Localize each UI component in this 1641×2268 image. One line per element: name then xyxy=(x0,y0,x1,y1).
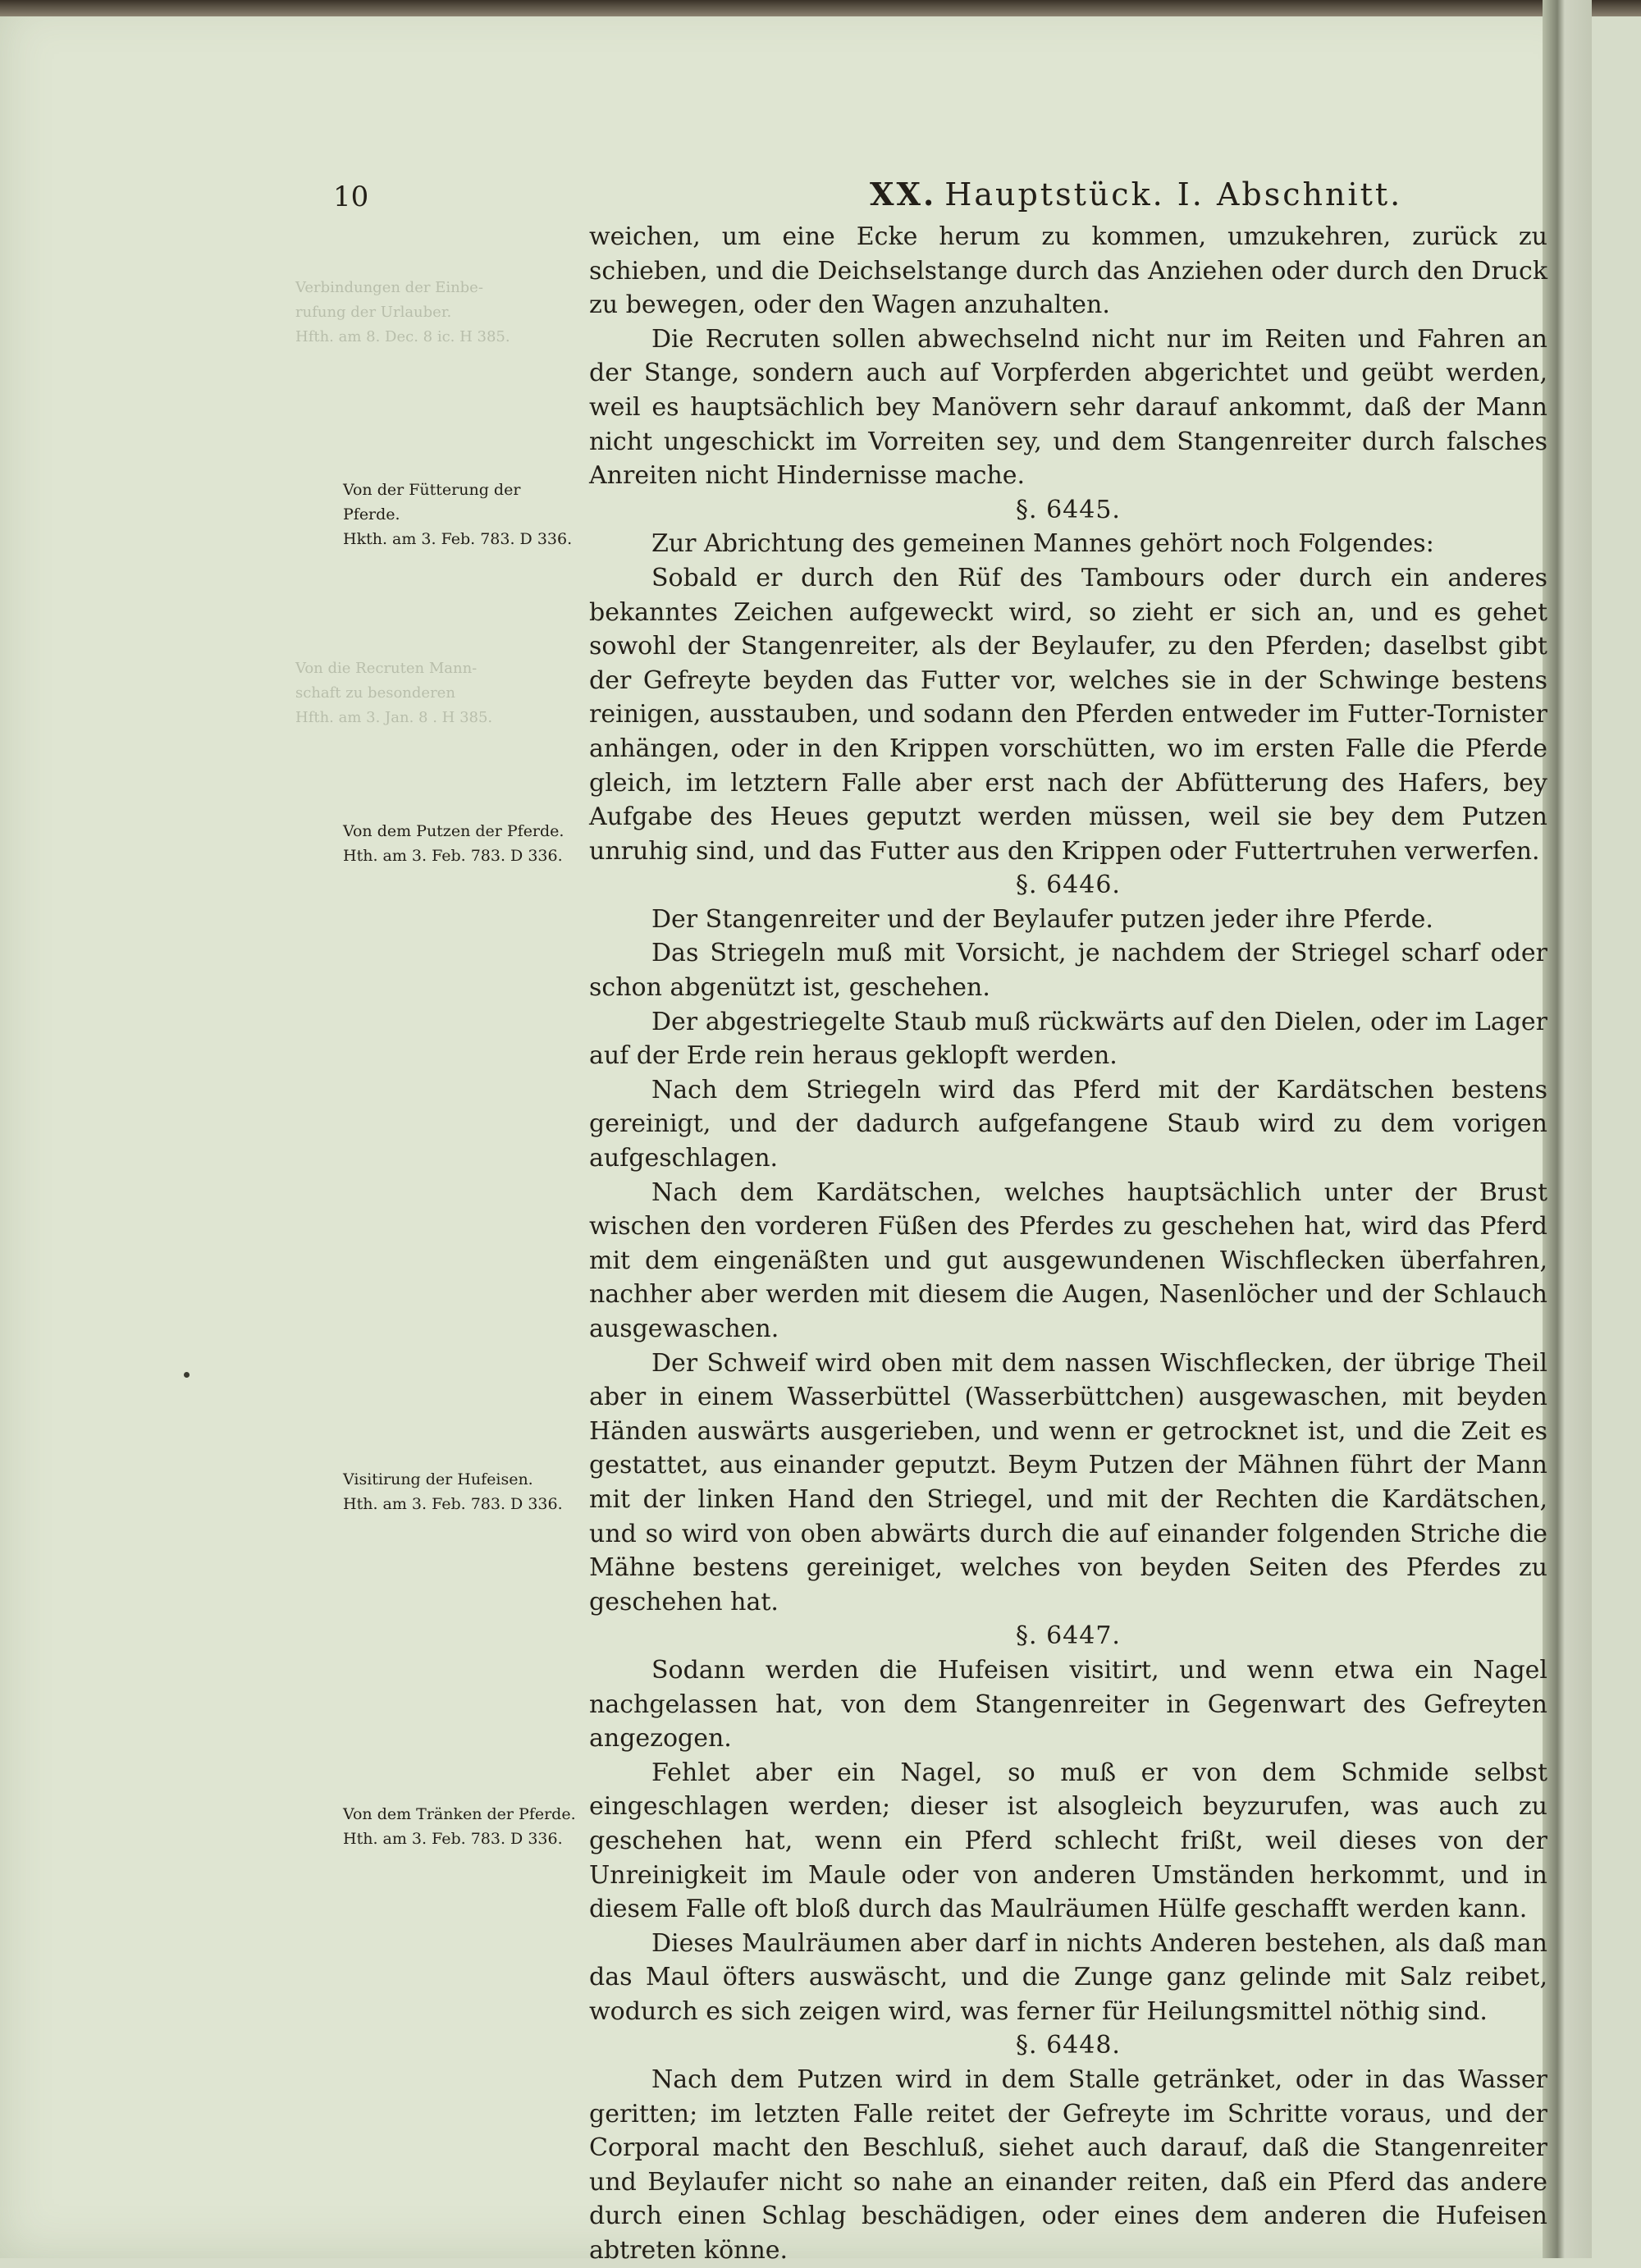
margin-note-fuetterung: Von der Fütterung der Pferde. Hkth. am 3. Feb. 783. D 336. xyxy=(343,481,573,548)
paragraph: Nach dem Kardätschen, welches hauptsächlich unter der Brust wischen den vorderen Füßen des Pferdes zu geschehen hat, wird das Pferd mit dem eingenäßten und gut ausgewundenen Wischflecken überfahren, nachher aber werden mit diesem die Augen, Nasenlöcher und der Schlauch ausgewaschen. xyxy=(589,1177,1547,1343)
margin-note-traenken: Von dem Tränken der Pferde. Hth. am 3. Feb. 783. D 336. xyxy=(343,1805,576,1848)
bleed-through-note: Verbindungen der Einbe- rufung der Urlauber. Hfth. am 8. Dec. 8 ic. H 385. xyxy=(295,279,510,345)
running-head xyxy=(870,176,1402,213)
section-heading-6447: §. 6447. xyxy=(1016,1621,1121,1651)
page-top-edge xyxy=(0,0,1641,16)
margin-note-hufeisen: Visitirung der Hufeisen. Hth. am 3. Feb. 783. D 336. xyxy=(343,1470,563,1513)
paragraph: Fehlet aber ein Nagel, so muß er von dem Schmide selbst eingeschlagen werden; dieser ist alsogleich beyzurufen, was auch zu geschehen hat, wenn ein Pferd schlecht frißt, weil dieses von der Unreinigkeit im Maule oder von anderen Umständen herkommt, und in diesem Falle oft bloß durch das Maulräumen Hülfe geschafft werden kann. xyxy=(589,1758,1547,1924)
margin-note-putzen: Von dem Putzen der Pferde. Hth. am 3. Feb. 783. D 336. xyxy=(343,822,565,865)
paragraph: Der Schweif wird oben mit dem nassen Wischflecken, der übrige Theil aber in einem Wasserbüttel (Wasserbüttchen) ausgewaschen, mit beyden Händen auswärts ausgerieben, und wenn er getrocknet ist, und die Zeit es gestattet, aus einander geputzt. Beym Putzen der Mähnen führt der Mann mit der linken Hand den Striegel, und mit der Rechten die Kardätschen, und so wird von oben abwärts durch die auf einander folgenden Striche die Mähne bestens gereiniget, welches von beyden Seiten des Pferdes zu geschehen hat. xyxy=(589,1348,1547,1616)
page-number: 10 xyxy=(333,181,369,213)
paragraph: Nach dem Striegeln wird das Pferd mit der Kardätschen bestens gereinigt, und der dadurch aufgefangene Staub wird zu dem vorigen aufgeschlagen. xyxy=(589,1075,1547,1173)
paragraph: Nach dem Putzen wird in dem Stalle getränket, oder in das Wasser geritten; im letzten Falle reitet der Gefreyte im Schritte voraus, und der Corporal macht den Beschluß, siehet auch darauf, daß die Stangenreiter und Beylaufer nicht so nahe an einander reiten, daß ein Pferd das andere durch einen Schlag beschädigen, oder eines dem anderen die Hufeisen abtreten könne. xyxy=(589,2065,1547,2266)
ink-spot xyxy=(184,1372,190,1378)
paragraph: Der Stangenreiter und der Beylaufer putzen jeder ihre Pferde. xyxy=(651,904,1433,934)
paragraph: Sobald er durch den Rüf des Tambours oder durch ein anderes bekanntes Zeichen aufgeweckt wird, so zieht er sich an, und es gehet sowohl der Stangenreiter, als der Beylaufer, zu den Pferden; daselbst gibt der Gefreyte beyden das Futter vor, welches sie in der Schwinge bestens reinigen, ausstauben, und sodann den Pferden entweder im Futter-Tornister anhängen, oder in den Krippen vorschütten, wo im ersten Falle die Pferde gleich, im letztern Falle aber erst nach der Abfütterung des Hafers, bey Aufgabe des Heues geputzt werden müssen, weil sie bey dem Putzen unruhig sind, und das Futter aus den Krippen oder Futtertruhen verwerfen. xyxy=(589,563,1547,866)
paragraph: weichen, um eine Ecke herum zu kommen, umzukehren, zurück zu schieben, und die Deichselstange durch das Anziehen oder durch den Druck zu bewegen, oder den Wagen anzuhalten. xyxy=(589,222,1547,320)
running-head-chapter: XX. xyxy=(870,176,937,213)
book-spine-edge xyxy=(1543,0,1592,2258)
paragraph: Der abgestriegelte Staub muß rückwärts auf den Dielen, oder im Lager auf der Erde rein heraus geklopft werden. xyxy=(589,1007,1547,1071)
section-heading-6445: §. 6445. xyxy=(1016,495,1121,524)
bleed-through-note: Von die Recruten Mann- schaft zu besonderen Hfth. am 3. Jan. 8 . H 385. xyxy=(295,660,493,726)
paragraph: Das Striegeln muß mit Vorsicht, je nachdem der Striegel scharf oder schon abgenützt ist, geschehen. xyxy=(589,939,1547,1003)
main-text xyxy=(589,220,1547,2268)
paragraph: Dieses Maulräumen aber darf in nichts Anderen bestehen, als daß man das Maul öfters auswäscht, und die Zunge ganz gelinde mit Salz reibet, wodurch es sich zeigen wird, was ferner für Heilungsmittel nöthig sind. xyxy=(589,1928,1547,2026)
section-heading-6446: §. 6446. xyxy=(1016,871,1121,900)
section-heading-6448: §. 6448. xyxy=(1016,2031,1121,2060)
paragraph: Die Recruten sollen abwechselnd nicht nur im Reiten und Fahren an der Stange, sondern auch auf Vorpferden abgerichtet und geübt werden, weil es hauptsächlich bey Manövern sehr darauf ankommt, daß der Mann nicht ungeschickt im Vorreiten sey, und dem Stangenreiter durch falsches Anreiten nicht Hindernisse mache. xyxy=(589,324,1547,491)
paragraph: Zur Abrichtung des gemeinen Mannes gehört noch Folgendes: xyxy=(651,529,1434,559)
running-head-title: Hauptstück. I. Abschnitt. xyxy=(944,176,1403,213)
paragraph: Sodann werden die Hufeisen visitirt, und wenn etwa ein Nagel nachgelassen hat, von dem Stangenreiter in Gegenwart des Gefreyten angezogen. xyxy=(589,1655,1547,1754)
